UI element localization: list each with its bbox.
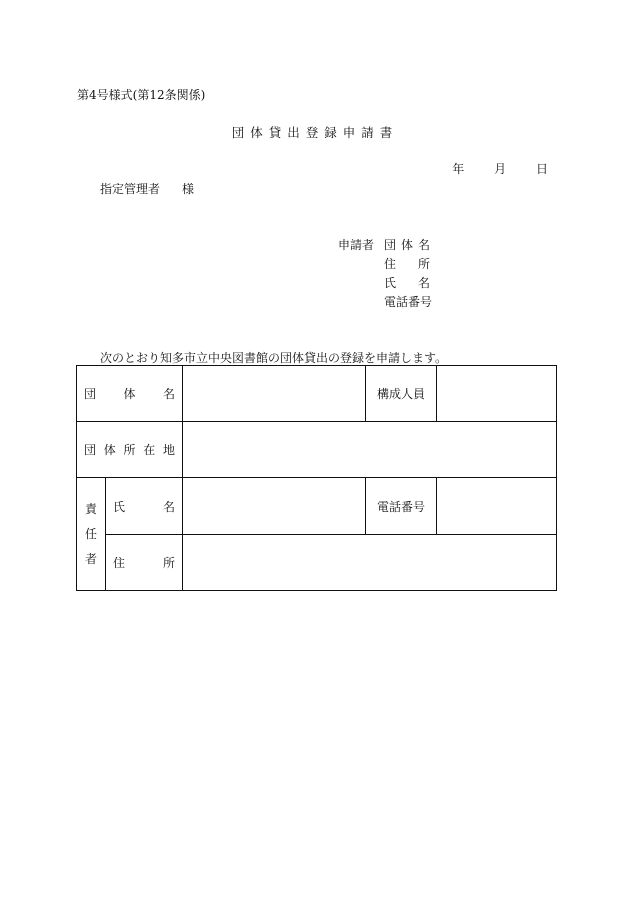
document-title: 団体貸出登録申請書 — [231, 125, 399, 140]
applicant-field-address: 住所 — [384, 257, 430, 271]
registration-table — [76, 365, 557, 591]
group-name-label: 団体名 — [77, 366, 183, 422]
table-row-responsible-address — [77, 535, 557, 591]
applicant-field-group-name: 団体名 — [384, 238, 430, 252]
responsible-char-3: 者 — [84, 551, 97, 566]
phone-label: 電話番号 — [366, 478, 437, 535]
addressee-name: 指定管理者 — [100, 182, 161, 196]
responsible-person-label — [77, 478, 106, 591]
responsible-address-label: 住所 — [106, 535, 183, 591]
table-row-group-address — [77, 422, 557, 478]
date-month: 月 — [494, 162, 507, 176]
responsible-name-field[interactable] — [183, 478, 366, 535]
group-name-field[interactable] — [183, 366, 366, 422]
table-row-responsible-name — [77, 478, 557, 535]
responsible-char-2: 任 — [84, 526, 97, 541]
addressee-honorific: 様 — [182, 182, 195, 196]
form-number: 第4号様式(第12条関係) — [77, 88, 206, 102]
intro-text: 次のとおり知多市立中央図書館の団体貸出の登録を申請します。 — [100, 351, 448, 365]
applicant-label: 申請者 — [338, 238, 375, 252]
responsible-name-label: 氏名 — [106, 478, 183, 535]
date-line — [452, 160, 548, 177]
member-count-label: 構成人員 — [366, 366, 437, 422]
date-year: 年 — [452, 162, 465, 176]
responsible-address-field[interactable] — [183, 535, 557, 591]
responsible-char-1: 責 — [84, 501, 97, 516]
applicant-field-name: 氏名 — [384, 276, 430, 290]
member-count-field[interactable] — [437, 366, 557, 422]
table-row-group-name — [77, 366, 557, 422]
group-address-label: 団体所在地 — [77, 422, 183, 478]
date-day: 日 — [535, 162, 548, 176]
applicant-field-phone: 電話番号 — [384, 295, 433, 309]
phone-field[interactable] — [437, 478, 557, 535]
addressee — [100, 180, 194, 197]
group-address-field[interactable] — [183, 422, 557, 478]
